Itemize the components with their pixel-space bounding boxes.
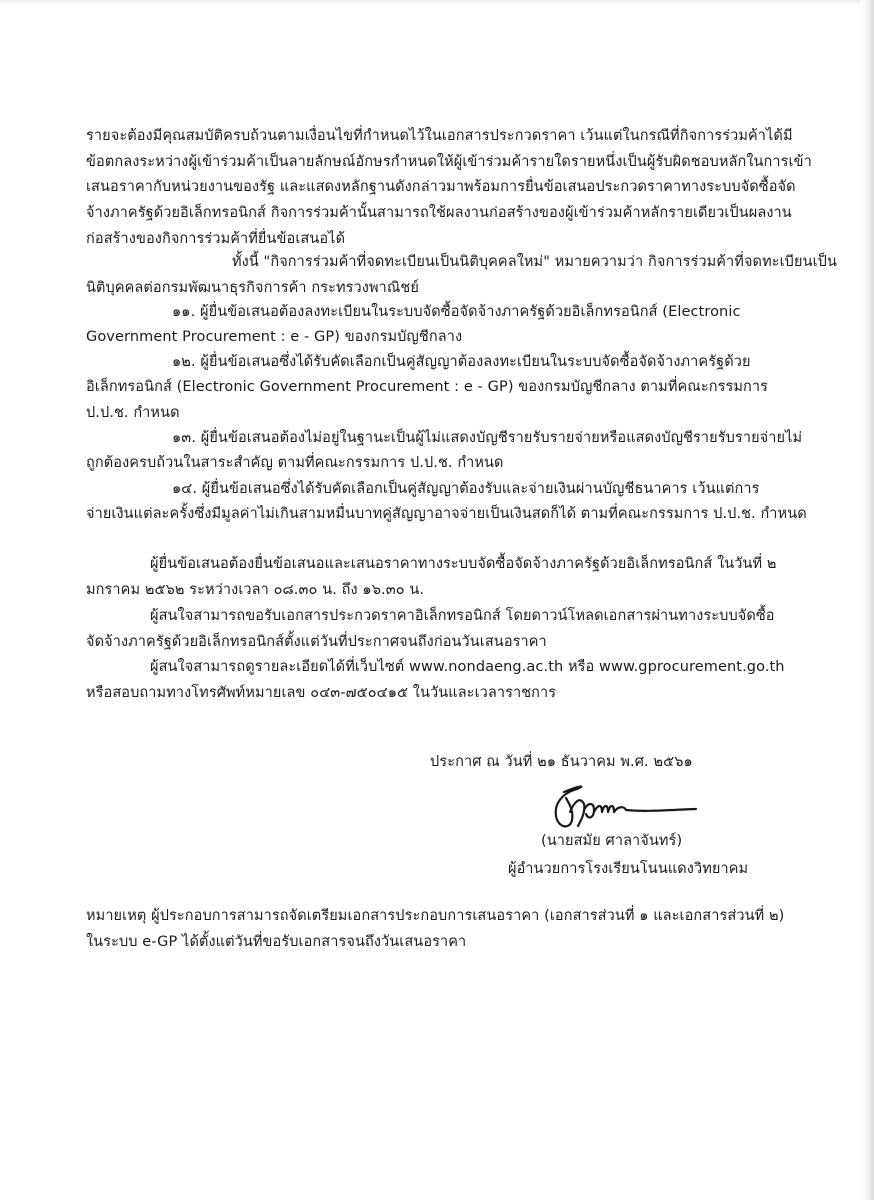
- remark-line: ในระบบ e-GP ได้ตั้งแต่วันที่ขอรับเอกสารจนถึงวันเสนอราคา: [86, 934, 467, 950]
- announce-date: ประกาศ ณ วันที่ ๒๑ ธันวาคม พ.ศ. ๒๕๖๑: [430, 754, 693, 770]
- download-line: ผู้สนใจสามารถขอรับเอกสารประกวดราคาอิเล็กทรอนิกส์ โดยดาวน์โหลดเอกสารผ่านทางระบบจัดซื้อ: [150, 608, 775, 624]
- definition-line: นิติบุคคลต่อกรมพัฒนาธุรกิจการค้า กระทรวงพาณิชย์: [86, 280, 419, 296]
- clause-line: ๑๑. ผู้ยื่นข้อเสนอต้องลงทะเบียนในระบบจัดซื้อจัดจ้างภาครัฐด้วยอิเล็กทรอนิกส์ (Electronic: [172, 304, 741, 320]
- definition-line: ทั้งนี้ "กิจการร่วมค้าที่จดทะเบียนเป็นนิติบุคคลใหม่" หมายความว่า กิจการร่วมค้าที่จดทะเบียนเป็น: [232, 254, 837, 270]
- clause-line: ป.ป.ช. กำหนด: [86, 405, 180, 421]
- contact-line: หรือสอบถามทางโทรศัพท์หมายเลข ๐๔๓-๗๕๐๔๑๕ ในวันและเวลาราชการ: [86, 685, 557, 701]
- clause-line: ๑๒. ผู้ยื่นข้อเสนอซึ่งได้รับคัดเลือกเป็นคู่สัญญาต้องลงทะเบียนในระบบจัดซื้อจัดจ้างภาครัฐด้วย: [172, 354, 751, 370]
- intro-line: จ้างภาครัฐด้วยอิเล็กทรอนิกส์ กิจการร่วมค้านั้นสามารถใช้ผลงานก่อสร้างของผู้เข้าร่วมค้าหลักรายเดียวเป็นผลงาน: [86, 205, 792, 221]
- intro-line: ข้อตกลงระหว่างผู้เข้าร่วมค้าเป็นลายลักษณ์อักษรกำหนดให้ผู้เข้าร่วมค้ารายใดรายหนึ่งเป็นผู้รับผิดชอบหลักในการเข้า: [86, 154, 812, 170]
- clause-line: ถูกต้องครบถ้วนในสาระสำคัญ ตามที่คณะกรรมการ ป.ป.ช. กำหนด: [86, 455, 504, 471]
- submission-line: มกราคม ๒๕๖๒ ระหว่างเวลา ๐๘.๓๐ น. ถึง ๑๖.๓๐ น.: [86, 582, 425, 598]
- clause-line: Government Procurement : e - GP) ของกรมบัญชีกลาง: [86, 329, 463, 345]
- handwritten-signature: [544, 782, 700, 836]
- scan-right-edge: [860, 0, 874, 1200]
- remark-line: หมายเหตุ ผู้ประกอบการสามารถจัดเตรียมเอกสารประกอบการเสนอราคา (เอกสารส่วนที่ ๑ และเอกสารส่วนที่ ๒): [86, 908, 785, 924]
- signer-title: ผู้อำนวยการโรงเรียนโนนแดงวิทยาคม: [508, 861, 749, 877]
- intro-line: รายจะต้องมีคุณสมบัติครบถ้วนตามเงื่อนไขที่กำหนดไว้ในเอกสารประกวดราคา เว้นแต่ในกรณีที่กิจการร่วมค้าได้มี: [86, 128, 793, 144]
- clause-line: อิเล็กทรอนิกส์ (Electronic Government Procurement : e - GP) ของกรมบัญชีกลาง ตามที่คณะกรรมการ: [86, 379, 769, 395]
- signer-name: (นายสมัย ศาลาจันทร์): [541, 833, 683, 849]
- scan-top-edge: [0, 0, 874, 5]
- submission-line: ผู้ยื่นข้อเสนอต้องยื่นข้อเสนอและเสนอราคาทางระบบจัดซื้อจัดจ้างภาครัฐด้วยอิเล็กทรอนิกส์ ในวันที่ ๒: [150, 556, 777, 572]
- clause-line: ๑๔. ผู้ยื่นข้อเสนอซึ่งได้รับคัดเลือกเป็นคู่สัญญาต้องรับและจ่ายเงินผ่านบัญชีธนาคาร เว้นแต่การ: [172, 481, 760, 497]
- contact-line: ผู้สนใจสามารถดูรายละเอียดได้ที่เว็บไซต์ www.nondaeng.ac.th หรือ www.gprocurement.go.th: [150, 659, 785, 675]
- download-line: จัดจ้างภาครัฐด้วยอิเล็กทรอนิกส์ตั้งแต่วันที่ประกาศจนถึงก่อนวันเสนอราคา: [86, 634, 547, 650]
- clause-line: ๑๓. ผู้ยื่นข้อเสนอต้องไม่อยู่ในฐานะเป็นผู้ไม่แสดงบัญชีรายรับรายจ่ายหรือแสดงบัญชีรายรับรายจ่ายไม่: [172, 430, 803, 446]
- clause-line: จ่ายเงินแต่ละครั้งซึ่งมีมูลค่าไม่เกินสามหมื่นบาทคู่สัญญาอาจจ่ายเป็นเงินสดก็ได้ ตามที่คณะกรรมการ ป.ป.ช. กำหนด: [86, 506, 807, 522]
- intro-line: ก่อสร้างของกิจการร่วมค้าที่ยื่นข้อเสนอได้: [86, 231, 346, 247]
- intro-line: เสนอราคากับหน่วยงานของรัฐ และแสดงหลักฐานดังกล่าวมาพร้อมการยื่นข้อเสนอประกวดราคาทางระบบจัดซื้อจัด: [86, 179, 796, 195]
